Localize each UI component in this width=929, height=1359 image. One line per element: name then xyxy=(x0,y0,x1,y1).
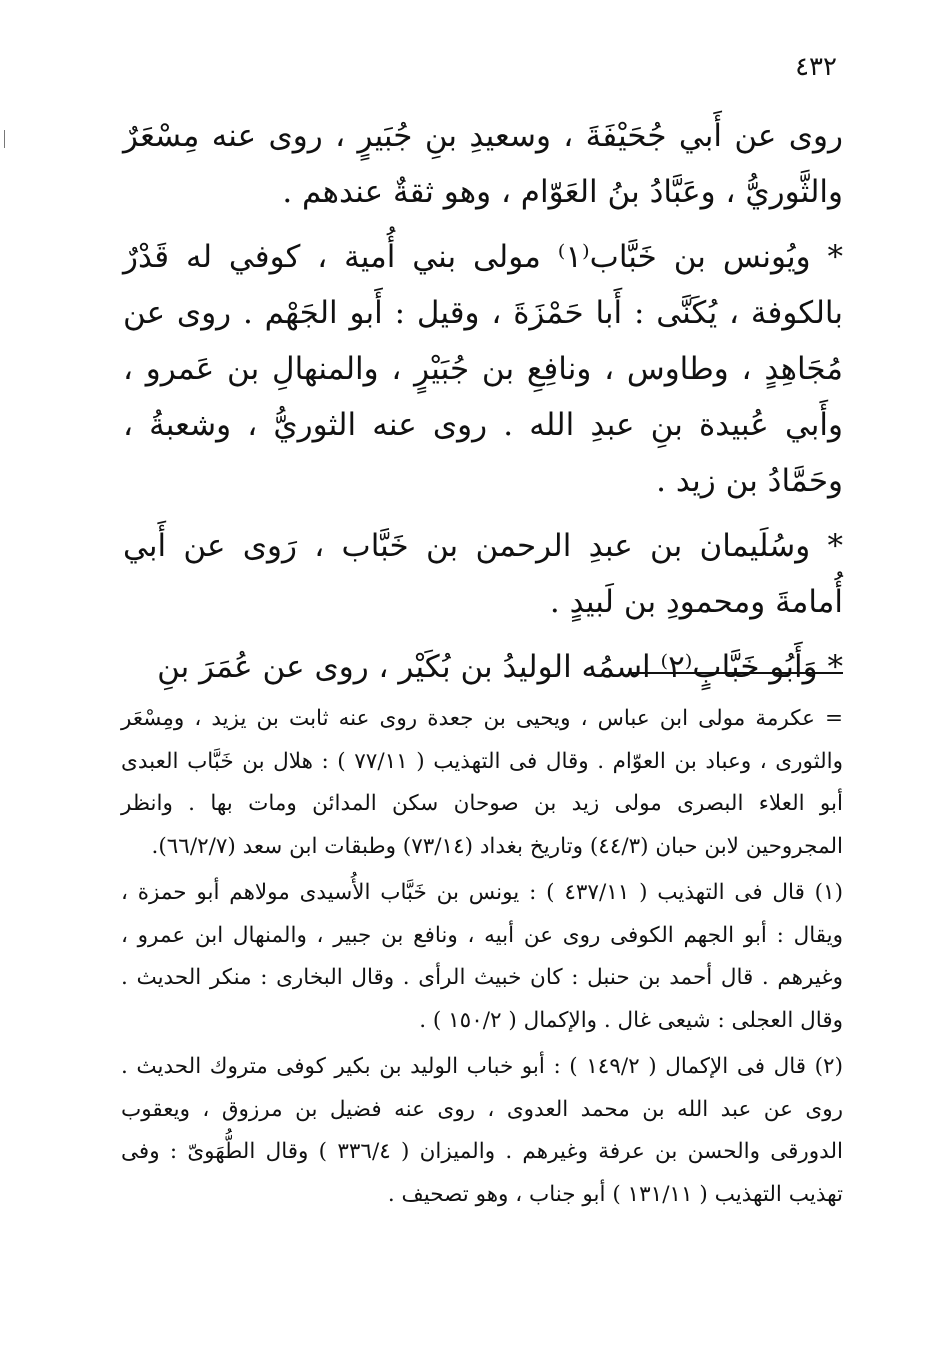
footnote-1: (١) قال فى التهذيب ( ٤٣٧/١١ ) : يونس بن خَبَّاب الأُسيدى مولاهم أبو حمزة ، ويقال : أبو الجهم الكوفى روى عن أبيه ، ونافع بن جبير ، والمنهال ابن عمرو ، وغيرهم . قال أحمد بن حنبل : كان خبيث الرأى . وقال البخارى : منكر الحديث . وقال العجلى : شيعى غال . والإكمال ( ١٥٠/٢ ) . xyxy=(121,880,843,1033)
footnotes xyxy=(121,698,843,1220)
main-text xyxy=(123,108,843,704)
main-paragraph-3: * وسُلَيمان بن عبدِ الرحمن بن خَبَّاب ، رَوى عن أَبي أُمامةَ ومحمودِ بن لَبيدٍ . xyxy=(123,528,843,620)
page-number: ٤٣٢ xyxy=(795,52,837,82)
footnote-2: (٢) قال فى الإكمال ( ١٤٩/٢ ) : أبو خباب الوليد بن بكير كوفى متروك الحديث . روى عن عبد الله بن محمد العدوى ، روى عنه فضيل بن مرزوق ، ويعقوب الدورقى والحسن بن عرفة وغيرهم . والميزان ( ٣٣٦/٤ ) وقال الطُّهَوىّ : وفى تهذيب التهذيب ( ١٣١/١١ ) أبو جناب ، وهو تصحيف . xyxy=(121,1054,843,1207)
main-paragraph-4: * وَأَبُو خَبَّابٍ⁽٢⁾ اسمُه الوليدُ بن بُكَيْر ، روى عن عُمَرَ بنِ xyxy=(157,649,843,685)
main-paragraph-2: * ويُونس بن خَبَّاب⁽١⁾ مولى بني أُمية ، كوفي له قَدْرٌ بالكوفة ، يُكَنَّى : أَبا حَمْزَةَ ، وقيل : أَبو الجَهْم . روى عن مُجَاهِدٍ ، وطاوس ، ونافِعِ بن جُبَيْرٍ ، والمنهالِ بن عَمرو ، وأَبي عُبيدة بنِ عبدِ الله . روى عنه الثوريُّ ، وشعبةُ ، وحَمَّادُ بن زيد . xyxy=(123,239,843,499)
margin-mark xyxy=(4,130,5,148)
footnote-separator xyxy=(628,672,843,674)
main-paragraph-1: روى عن أَبي جُحَيْفَةَ ، وسعيدِ بنِ جُبَيرٍ ، روى عنه مِسْعَرٌ والثَّوريُّ ، وعَبَّادُ بنُ العَوّام ، وهو ثقةٌ عندهم . xyxy=(123,118,843,210)
footnote-continued: = عكرمة مولى ابن عباس ، ويحيى بن جعدة روى عنه ثابت بن يزيد ، ومِسْعَر والثورى ، وعباد بن العوّام . وقال فى التهذيب ( ٧٧/١١ ) : هلال بن خَبَّاب العبدى أبو العلاء البصرى مولى زيد بن صوحان سكن المدائن ومات بها . وانظر المجروحين لابن حبان (٤٤/٣) وتاريخ بغداد (٧٣/١٤) وطبقات ابن سعد (٦٦/٢/٧). xyxy=(121,706,843,859)
